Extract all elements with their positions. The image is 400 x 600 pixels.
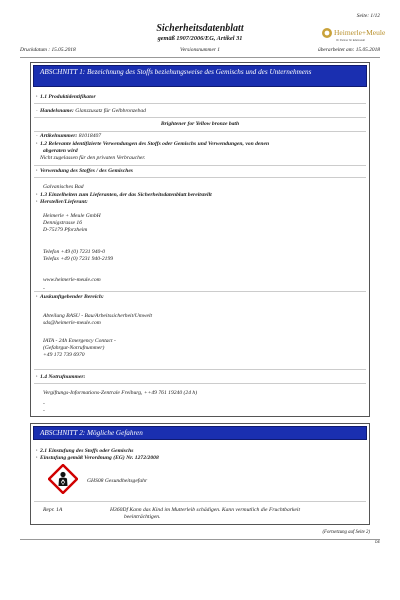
supplier-city: D-75179 Pforzheim: [43, 227, 88, 233]
hazard-statement-line-2: beeinträchtigen.: [124, 514, 161, 520]
row-divider: [34, 117, 366, 118]
article-number-label: Artikelnummer:: [40, 133, 78, 139]
logo-text: Heimerle+Meule: [334, 28, 386, 37]
product-identifier-heading: · 1.1 Produktidentifikator: [40, 95, 96, 101]
page-number: Seite: 1/12: [356, 13, 380, 19]
trade-name-english: Brightener for Yellow bronze bath: [160, 121, 240, 127]
version-number: Versionsnummer 1: [180, 47, 220, 53]
trade-name-row: [40, 109, 146, 115]
department-email[interactable]: sds@heimerle-meule.com: [43, 320, 101, 326]
logo-subtext: Ihr Partner für Edelmetall: [336, 39, 365, 42]
emergency-number-value: Vergiftungs-Informations-Zentrale Freiburg, ++49 761 19240 (24 h): [43, 390, 198, 396]
section-1-heading: ABSCHNITT 1: Bezeichnung des Stoffs beziehungsweise des Gemischs und des Unternehmens: [40, 68, 312, 76]
relevant-uses-heading: · 1.2 Relevante identifizierte Verwendungen des Stoffs oder Gemischs und Verwendungen, von denen: [40, 142, 269, 148]
information-department-label: · Auskunftgebender Bereich:: [40, 295, 104, 301]
usage-label: · Verwendung des Stoffes / des Gemisches: [40, 169, 133, 175]
spacer-dash: -: [43, 401, 45, 407]
usage-value: Galvanisches Bad: [43, 184, 84, 190]
supplier-phone: Telefon +49 (0) 7231 940-0: [43, 249, 105, 255]
row-divider: [34, 177, 366, 178]
article-number-row: [40, 134, 101, 140]
document-subtitle: gemäß 1907/2006/EG, Artikel 31: [157, 35, 243, 42]
section-1-frame: [30, 62, 370, 417]
row-divider: [34, 369, 366, 370]
hazard-statement-line-1: H360Df Kann das Kind im Mutterleib schädigen. Kann vermutlich die Fruchtbarkeit: [110, 507, 301, 513]
emergency-number-heading: · 1.4 Notrufnummer:: [40, 375, 85, 381]
relevant-uses-heading-cont: abgeraten wird: [43, 148, 78, 154]
logo-mark-icon: [320, 24, 392, 46]
ghs08-pictogram-icon: [48, 464, 78, 494]
section-2-heading-bar: [33, 426, 367, 440]
spacer-dash: -: [43, 286, 45, 292]
trade-name-value: Glanzzusatz für Gelbbronzebad: [75, 108, 146, 114]
classification-regulation: · Einstufung gemäß Verordnung (EG) Nr. 1272/2008: [40, 456, 159, 462]
supplier-details-heading: · 1.3 Einzelheiten zum Lieferanten, der das Sicherheitsdatenblatt bereitstellt: [40, 193, 212, 199]
manufacturer-label: · Hersteller/Lieferant:: [40, 200, 88, 206]
supplier-website[interactable]: www.heimerle-meule.com: [43, 277, 101, 283]
row-divider: [34, 165, 366, 166]
relevant-uses-note: Nicht zugelassen für den privaten Verbraucher.: [40, 155, 146, 161]
iata-hazard-number-label: (Gefahrgut-Notrufnummer): [43, 345, 105, 351]
footer-code: DE: [375, 540, 380, 544]
footer-divider: [20, 539, 380, 540]
company-logo: [320, 24, 392, 46]
department-name: Abteilung BASU - Bau/Arbeitssicherheit/Umwelt: [43, 313, 153, 319]
classification-heading: · 2.1 Einstufung des Stoffs oder Gemischs: [40, 449, 133, 455]
header-divider: [20, 57, 380, 58]
section-2-heading: ABSCHNITT 2: Mögliche Gefahren: [40, 429, 143, 437]
row-divider: [34, 501, 366, 502]
ghs08-label: GHS08 Gesundheitsgefahr: [87, 478, 148, 484]
iata-contact: IATA - 24h Emergency Contact -: [43, 338, 116, 344]
hazard-class: Repr. 1A: [43, 507, 63, 513]
supplier-street: Dennigstrasse 16: [43, 220, 83, 226]
document-title: Sicherheitsdatenblatt: [156, 23, 244, 34]
spacer-dash: -: [43, 408, 45, 414]
row-divider: [34, 291, 366, 292]
iata-phone: +49 172 739 6970: [43, 352, 85, 358]
row-divider: [34, 103, 366, 104]
row-divider: [34, 383, 366, 384]
row-divider: [34, 131, 366, 132]
trade-name-label: Handelsname:: [40, 108, 74, 114]
continued-note: (Fortsetzung auf Seite 2): [322, 530, 370, 535]
supplier-fax: Telefax +49 (0) 7231 940-2199: [43, 256, 114, 262]
article-number-value: 81018407: [78, 133, 102, 139]
supplier-name: Heimerle + Meule GmbH: [43, 213, 101, 219]
revision-date: überarbeitet am: 15.05.2018: [318, 47, 380, 53]
print-date: Druckdatum : 15.05.2018: [20, 47, 76, 53]
section-1-heading-bar: [33, 65, 367, 87]
